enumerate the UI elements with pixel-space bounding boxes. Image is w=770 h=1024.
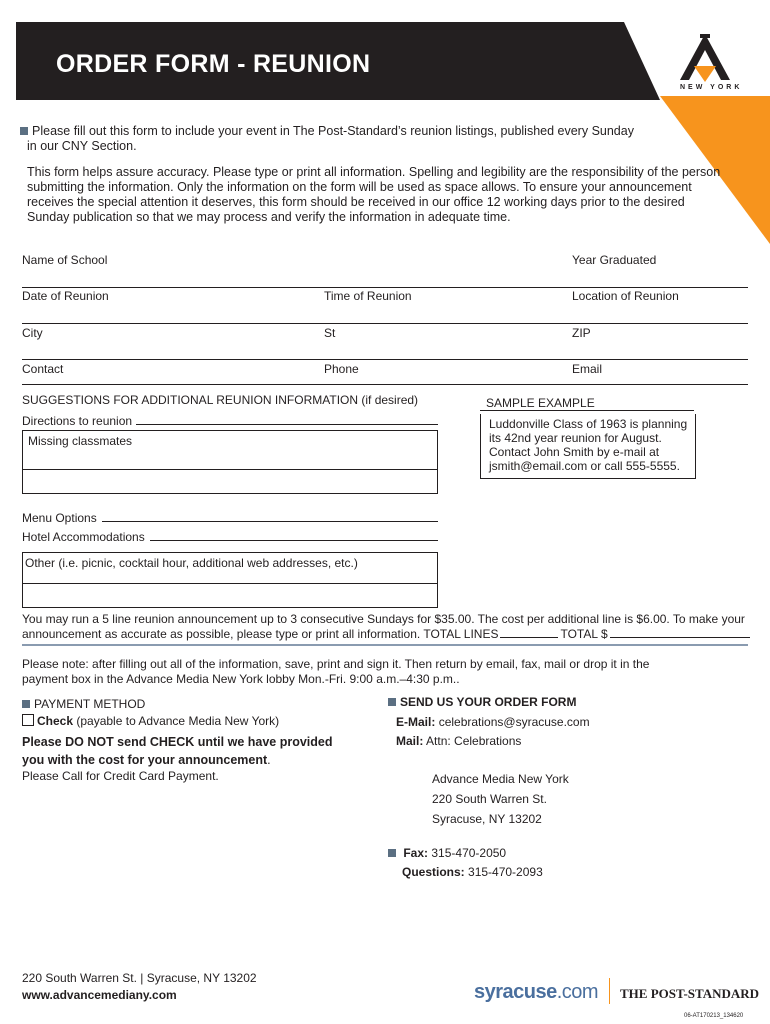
intro-text: Please fill out this form to include your event in The Post-Standard’s reunion listings, published every Sunday in our CNY Section.	[20, 124, 634, 154]
bullet-square-icon	[20, 127, 28, 135]
bullet-square-icon	[22, 700, 30, 708]
advance-logo-icon	[676, 32, 734, 84]
post-standard-logo: THE POST-STANDARD	[620, 986, 760, 1001]
footer-website[interactable]: www.advancemediany.com	[22, 988, 177, 1002]
directions-field[interactable]	[136, 424, 438, 425]
sample-box: Luddonville Class of 1963 is planning its 42nd year reunion for August. Contact John Smith by e-mail at jsmith@email.com or call 555-5555.	[480, 414, 696, 479]
other-line	[23, 583, 437, 584]
hotel-label: Hotel Accommodations	[22, 530, 145, 544]
send-mail: Mail: Attn: Celebrations	[396, 734, 522, 748]
hotel-field[interactable]	[150, 540, 438, 541]
email-link[interactable]: celebrations@syracuse.com	[438, 715, 590, 729]
form-code: 06-AT170213_134620	[684, 1013, 744, 1019]
total-lines-field[interactable]	[500, 627, 558, 638]
directions-label: Directions to reunion	[22, 414, 133, 428]
location-of-reunion-label: Location of Reunion	[572, 289, 679, 303]
city-label: City	[22, 326, 43, 340]
instructions-text: This form helps assure accuracy. Please type or print all information. Spelling and legibility are the responsibility of the person submitting the information. Only the information on the form will be used as space allows. To ensure your announcement receives the special attention it deserves, this form should be received in our office 12 working days prior to the desired Sunday publication so that we may process and verify the information in adequate time.	[27, 165, 721, 224]
bullet-square-icon	[388, 849, 396, 857]
menu-options-field[interactable]	[102, 521, 438, 522]
note-text: Please note: after filling out all of the information, save, print and sign it. Then return by email, fax, mail or drop it in the payment box in the Advance Media New York lobby Mon.-Fri. 9:00 a.m.–4:30 p.m..	[22, 657, 650, 686]
suggestions-heading: SUGGESTIONS FOR ADDITIONAL REUNION INFORMATION (if desired)	[22, 393, 419, 407]
missing-classmates-line	[23, 469, 437, 470]
send-fax: Fax: 315-470-2050	[388, 846, 506, 860]
footer-address: 220 South Warren St. | Syracuse, NY 13202	[22, 971, 257, 985]
divider	[22, 644, 748, 646]
sample-heading: SAMPLE EXAMPLE	[486, 396, 595, 410]
checkbox-icon[interactable]	[22, 714, 34, 726]
st-label: St	[324, 326, 336, 340]
payment-warning: Please DO NOT send CHECK until we have provided you with the cost for your announcement.	[22, 735, 333, 767]
year-graduated-label: Year Graduated	[572, 253, 657, 267]
footer-divider	[609, 978, 610, 1004]
row-1-field[interactable]	[22, 287, 748, 288]
date-of-reunion-label: Date of Reunion	[22, 289, 109, 303]
other-box[interactable]	[22, 552, 438, 608]
zip-label: ZIP	[572, 326, 591, 340]
total-amount-field[interactable]	[610, 627, 750, 638]
other-label: Other (i.e. picnic, cocktail hour, additional web addresses, etc.)	[25, 556, 358, 570]
sample-divider	[480, 410, 694, 411]
pricing-text: You may run a 5 line reunion announcement up to 3 consecutive Sundays for $35.00. The cost per additional line is $6.00. To make your announcement as accurate as possible, please type or print all information. TOTAL LINES TOTAL $	[22, 612, 750, 642]
send-email: E-Mail: celebrations@syracuse.com	[396, 715, 590, 729]
missing-classmates-box[interactable]	[22, 430, 438, 494]
send-heading: SEND US YOUR ORDER FORM	[388, 695, 576, 709]
missing-classmates-label: Missing classmates	[28, 434, 133, 448]
mailing-address: Advance Media New York 220 South Warren St. Syracuse, NY 13202	[432, 772, 569, 826]
name-of-school-label: Name of School	[22, 253, 108, 267]
time-of-reunion-label: Time of Reunion	[324, 289, 412, 303]
email-label: Email	[572, 362, 603, 376]
syracuse-logo: syracuse.com	[474, 981, 599, 1003]
page-title: ORDER FORM - REUNION	[56, 50, 371, 78]
logo-subtext: NEW YORK	[680, 84, 743, 91]
row-2-field[interactable]	[22, 323, 748, 324]
row-4-field[interactable]	[22, 384, 748, 385]
row-3-field[interactable]	[22, 359, 748, 360]
bullet-square-icon	[388, 698, 396, 706]
check-option[interactable]: Check (payable to Advance Media New York)	[22, 714, 279, 728]
menu-options-label: Menu Options	[22, 511, 97, 525]
contact-label: Contact	[22, 362, 64, 376]
phone-label: Phone	[324, 362, 359, 376]
send-questions: Questions: 315-470-2093	[402, 865, 543, 879]
payment-heading: PAYMENT METHOD	[22, 697, 145, 711]
credit-card-note: Please Call for Credit Card Payment.	[22, 769, 219, 783]
